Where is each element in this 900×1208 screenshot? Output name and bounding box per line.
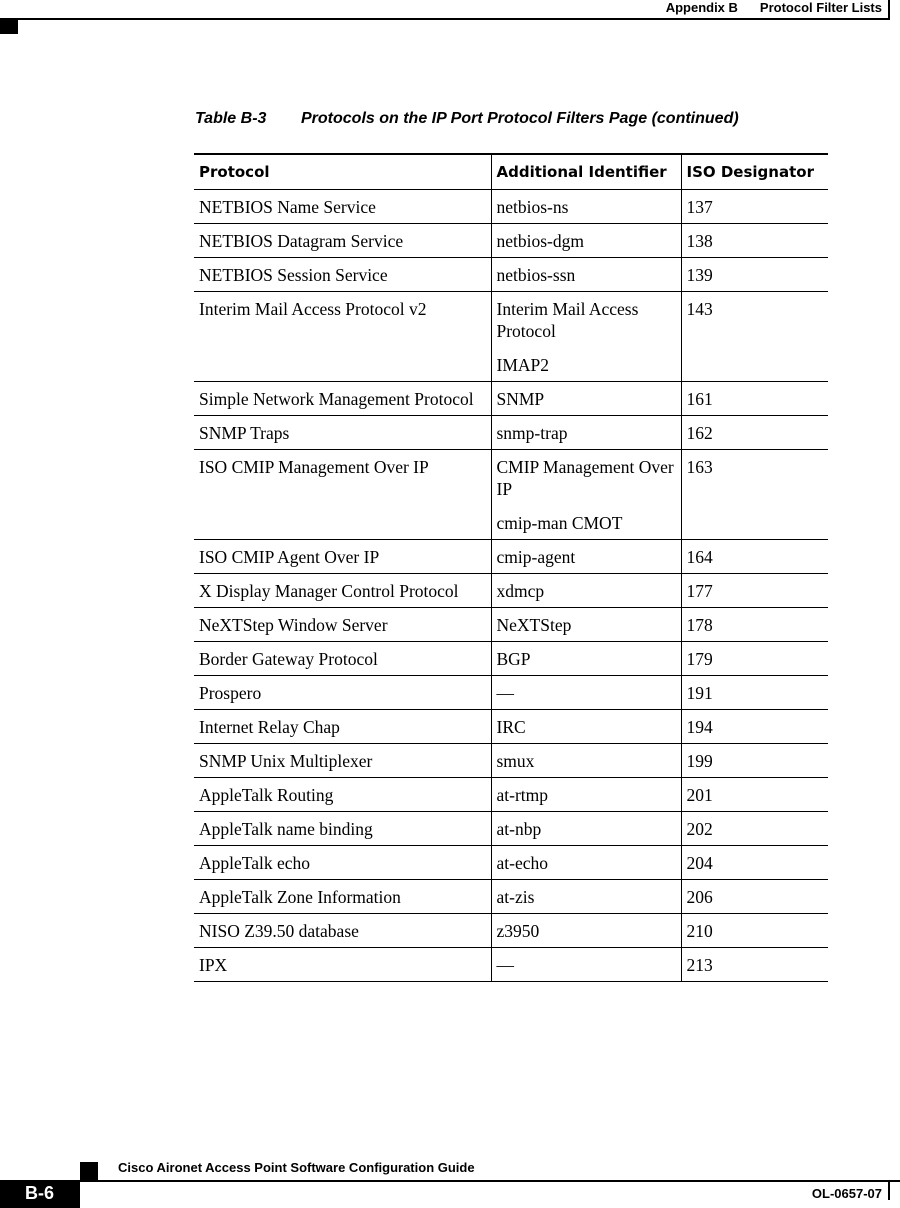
identifier-text: at-zis [496, 887, 535, 907]
cell-protocol: Interim Mail Access Protocol v2 [194, 292, 491, 382]
cell-iso-designator: 177 [681, 574, 828, 608]
identifier-text: NeXTStep [496, 615, 572, 635]
cell-iso-designator: 204 [681, 846, 828, 880]
table-row [194, 540, 828, 574]
table-number: Table B-3 [195, 110, 267, 127]
cell-identifier [491, 574, 681, 608]
cell-iso-designator: 143 [681, 292, 828, 382]
cell-protocol: SNMP Unix Multiplexer [194, 744, 491, 778]
header-tick [888, 0, 890, 20]
cell-protocol: AppleTalk echo [194, 846, 491, 880]
header-section: Protocol Filter Lists [759, 0, 882, 15]
cell-protocol: Simple Network Management Protocol [194, 382, 491, 416]
identifier-text: at-nbp [496, 819, 542, 839]
header-appendix: Appendix B [665, 0, 738, 15]
table-row [194, 914, 828, 948]
cell-identifier [491, 292, 681, 382]
footer-rule [80, 1180, 900, 1182]
cell-protocol: SNMP Traps [194, 416, 491, 450]
cell-iso-designator: 202 [681, 812, 828, 846]
cell-iso-designator: 201 [681, 778, 828, 812]
header-rule [0, 18, 890, 20]
cell-identifier [491, 948, 681, 982]
identifier-text: Interim Mail Access Protocol [496, 299, 639, 341]
cell-identifier [491, 190, 681, 224]
table-caption [195, 110, 739, 128]
identifier-text: netbios-ns [496, 197, 569, 217]
cell-protocol: NETBIOS Name Service [194, 190, 491, 224]
cell-identifier [491, 846, 681, 880]
cell-iso-designator: 137 [681, 190, 828, 224]
table-row [194, 744, 828, 778]
cell-protocol: NeXTStep Window Server [194, 608, 491, 642]
identifier-text: cmip-man CMOT [496, 513, 623, 533]
table-body [194, 190, 828, 982]
cell-protocol: Border Gateway Protocol [194, 642, 491, 676]
identifier-text: BGP [496, 649, 531, 669]
cell-identifier [491, 676, 681, 710]
cell-iso-designator: 199 [681, 744, 828, 778]
cell-identifier [491, 224, 681, 258]
cell-identifier [491, 382, 681, 416]
identifier-text: — [496, 683, 514, 703]
cell-protocol: NISO Z39.50 database [194, 914, 491, 948]
cell-protocol: IPX [194, 948, 491, 982]
identifier-text: netbios-ssn [496, 265, 576, 285]
doc-id: OL-0657-07 [811, 1186, 882, 1201]
table-row [194, 574, 828, 608]
table-row [194, 676, 828, 710]
column-header-protocol: Protocol [194, 154, 491, 190]
cell-iso-designator: 164 [681, 540, 828, 574]
identifier-text: xdmcp [496, 581, 545, 601]
identifier-text: at-rtmp [496, 785, 549, 805]
cell-identifier [491, 778, 681, 812]
cell-iso-designator: 162 [681, 416, 828, 450]
table-row [194, 812, 828, 846]
table-title: Protocols on the IP Port Protocol Filters Page (continued) [301, 110, 739, 127]
identifier-text: IMAP2 [496, 355, 550, 375]
column-header-identifier: Additional Identifier [491, 154, 681, 190]
table-row [194, 224, 828, 258]
identifier-text: snmp-trap [496, 423, 568, 443]
identifier-text: at-echo [496, 853, 548, 873]
cell-identifier [491, 450, 681, 540]
cell-identifier [491, 744, 681, 778]
cell-iso-designator: 179 [681, 642, 828, 676]
table-row [194, 258, 828, 292]
footer-tick [888, 1180, 890, 1200]
cell-iso-designator: 178 [681, 608, 828, 642]
cell-identifier [491, 880, 681, 914]
cell-identifier [491, 812, 681, 846]
cell-identifier [491, 540, 681, 574]
table-row [194, 608, 828, 642]
cell-iso-designator: 206 [681, 880, 828, 914]
cell-identifier [491, 914, 681, 948]
table-row [194, 710, 828, 744]
header-corner-block [0, 18, 18, 34]
cell-iso-designator: 161 [681, 382, 828, 416]
table-row [194, 642, 828, 676]
cell-iso-designator: 191 [681, 676, 828, 710]
table-row [194, 880, 828, 914]
cell-protocol: ISO CMIP Agent Over IP [194, 540, 491, 574]
cell-protocol: AppleTalk name binding [194, 812, 491, 846]
cell-protocol: AppleTalk Routing [194, 778, 491, 812]
footer-block [80, 1162, 98, 1180]
cell-protocol: Prospero [194, 676, 491, 710]
table-header-row [194, 154, 828, 190]
identifier-text: SNMP [496, 389, 545, 409]
table-row [194, 190, 828, 224]
cell-protocol: AppleTalk Zone Information [194, 880, 491, 914]
table-row [194, 382, 828, 416]
table-row [194, 778, 828, 812]
cell-protocol: X Display Manager Control Protocol [194, 574, 491, 608]
page-number: B-6 [0, 1180, 80, 1208]
table-row [194, 450, 828, 540]
column-header-iso: ISO Designator [681, 154, 828, 190]
cell-identifier [491, 710, 681, 744]
running-header [666, 0, 882, 16]
cell-iso-designator: 139 [681, 258, 828, 292]
footer-guide-title: Cisco Aironet Access Point Software Configuration Guide [118, 1160, 475, 1175]
cell-iso-designator: 138 [681, 224, 828, 258]
identifier-text: netbios-dgm [496, 231, 584, 251]
cell-identifier [491, 642, 681, 676]
table-row [194, 416, 828, 450]
protocols-table [194, 153, 828, 982]
identifier-text: smux [496, 751, 535, 771]
cell-protocol: ISO CMIP Management Over IP [194, 450, 491, 540]
cell-iso-designator: 194 [681, 710, 828, 744]
identifier-text: CMIP Management Over IP [496, 457, 674, 499]
cell-iso-designator: 210 [681, 914, 828, 948]
cell-protocol: NETBIOS Session Service [194, 258, 491, 292]
table-row [194, 948, 828, 982]
identifier-text: cmip-agent [496, 547, 576, 567]
identifier-text: IRC [496, 717, 526, 737]
cell-protocol: NETBIOS Datagram Service [194, 224, 491, 258]
table-row [194, 292, 828, 382]
cell-iso-designator: 213 [681, 948, 828, 982]
cell-identifier [491, 608, 681, 642]
identifier-text: z3950 [496, 921, 540, 941]
cell-protocol: Internet Relay Chap [194, 710, 491, 744]
cell-identifier [491, 416, 681, 450]
cell-iso-designator: 163 [681, 450, 828, 540]
cell-identifier [491, 258, 681, 292]
table-row [194, 846, 828, 880]
identifier-text: — [496, 955, 514, 975]
